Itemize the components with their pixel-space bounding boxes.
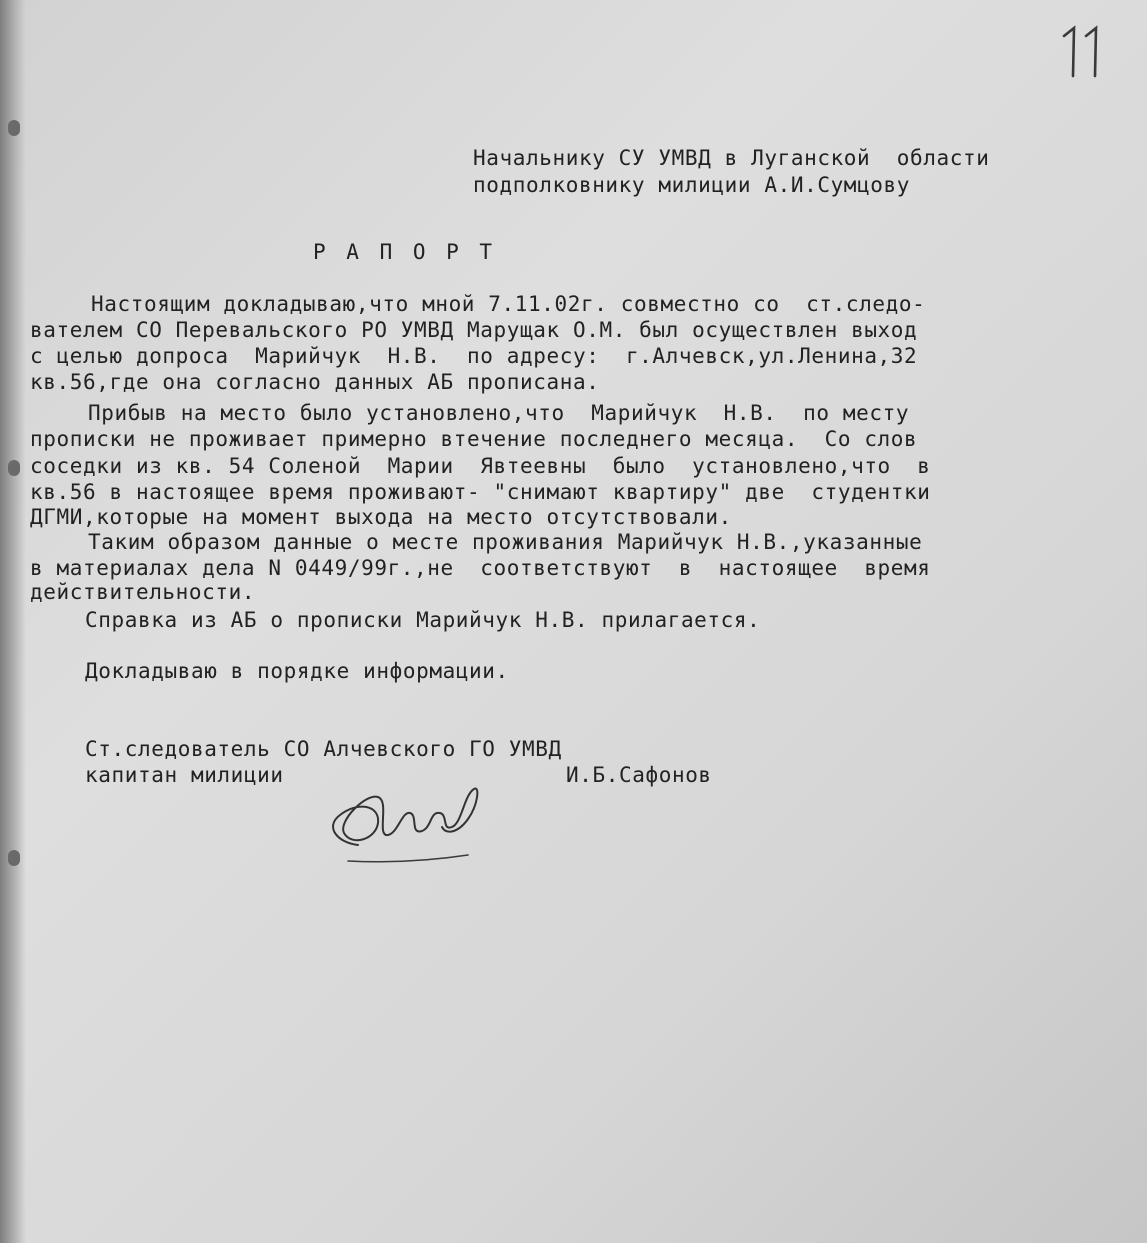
body-line: действительности. (30, 580, 256, 604)
binding-edge (0, 0, 26, 1243)
body-line: Справка из АБ о прописки Марийчук Н.В. прилагается. (85, 608, 761, 632)
body-line: ДГМИ,которые на момент выхода на место отсутствовали. (30, 505, 732, 529)
body-line: прописки не проживает примерно втечение последнего месяца. Со слов (30, 427, 918, 451)
binding-hole (8, 850, 20, 866)
addressee-line: подполковнику милиции А.И.Сумцову (473, 173, 911, 197)
body-line: с целью допроса Марийчук Н.В. по адресу: г.Алчевск,ул.Ленина,32 (30, 344, 918, 368)
handwritten-signature (318, 775, 498, 870)
binding-hole (8, 120, 20, 136)
addressee-line: Начальнику СУ УМВД в Луганской области (473, 146, 990, 170)
body-line: кв.56 в настоящее время проживают- "снимают квартиру" две студентки (30, 480, 931, 504)
signatory-name: И.Б.Сафонов (566, 763, 712, 787)
document-title: Р А П О Р Т (313, 240, 497, 264)
body-line: соседки из кв. 54 Соленой Марии Явтеевны было установлено,что в (30, 454, 931, 478)
body-line: кв.56,где она согласно данных АБ прописана. (30, 370, 600, 394)
handwritten-folio-number (1058, 22, 1108, 80)
closing-line: Докладываю в порядке информации. (85, 659, 509, 683)
body-line: Настоящим докладываю,что мной 7.11.02г. совместно со ст.следо- (91, 292, 926, 316)
body-line: вателем СО Перевальского РО УМВД Марущак О.М. был осуществлен выход (30, 318, 918, 342)
body-line: Таким образом данные о месте проживания Марийчук Н.В.,указанные (88, 530, 923, 554)
body-line: Прибыв на место было установлено,что Марийчук Н.В. по месту (88, 401, 910, 425)
signatory-rank: капитан милиции (85, 763, 284, 787)
body-line: в материалах дела N 0449/99г.,не соответствуют в настоящее время (30, 556, 931, 580)
binding-hole (8, 460, 20, 476)
signatory-position: Ст.следователь СО Алчевского ГО УМВД (85, 737, 562, 761)
